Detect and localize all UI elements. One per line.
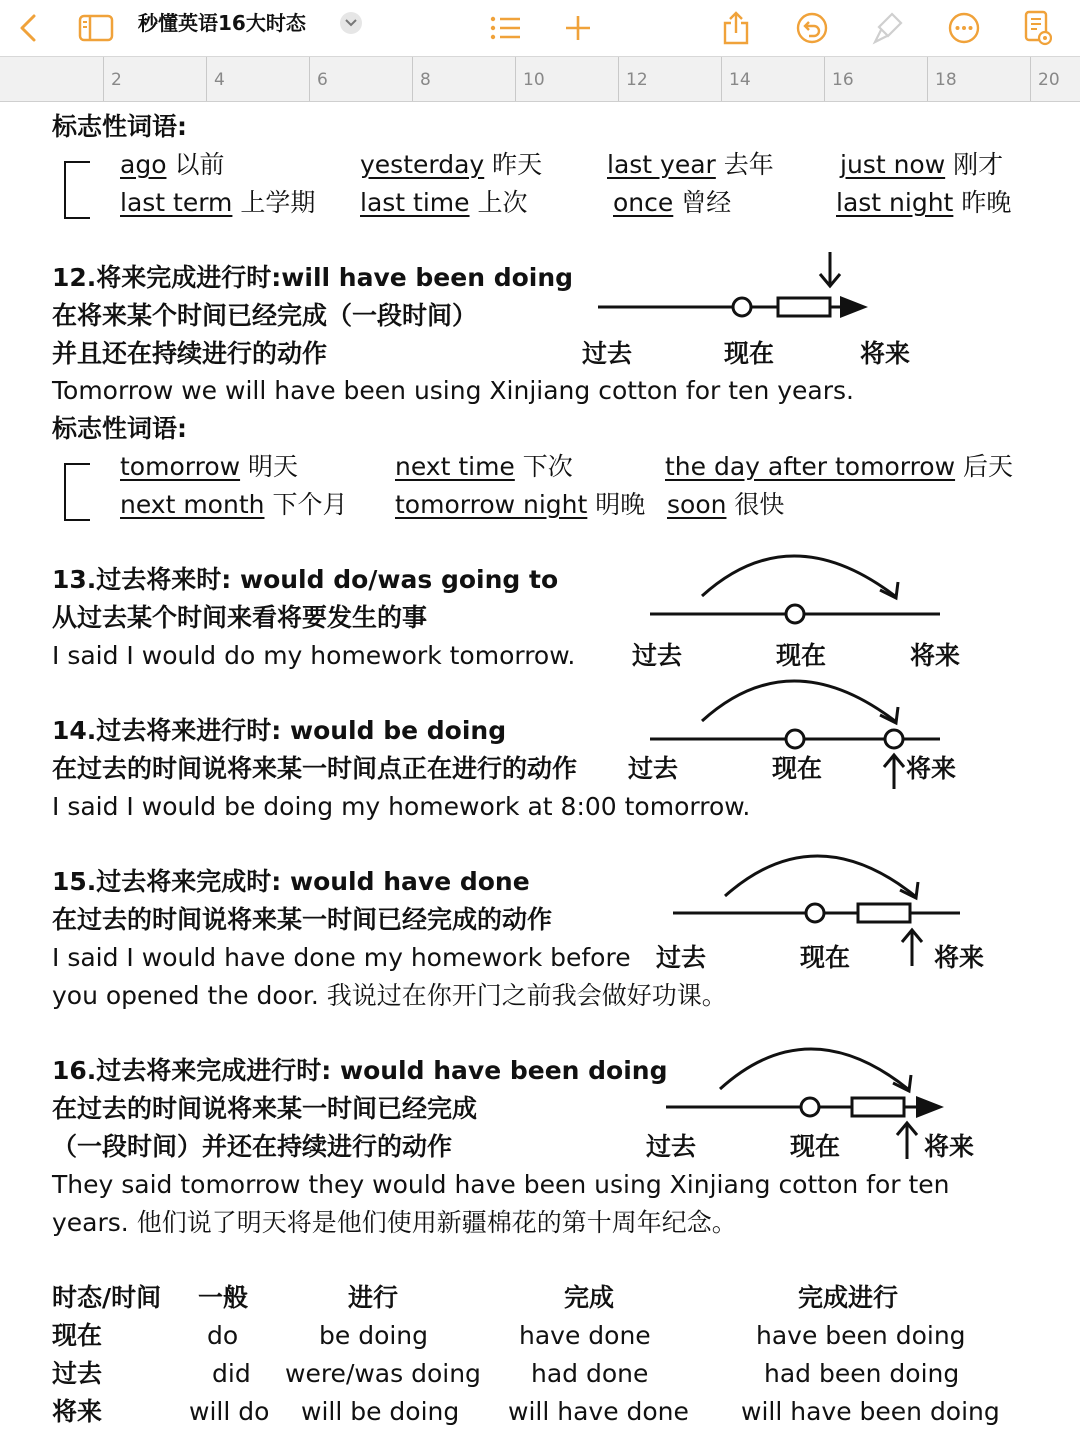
ruler-number: 10 xyxy=(523,70,545,90)
table-cell: had done xyxy=(531,1359,649,1388)
section-description: （一段时间）并还在持续进行的动作 xyxy=(52,1132,453,1161)
table-cell: will do xyxy=(189,1397,270,1426)
top-toolbar xyxy=(0,0,1080,56)
section-description: 在过去的时间说将来某一时间点正在进行的动作 xyxy=(52,754,578,783)
timeline-label-now: 现在 xyxy=(724,339,775,368)
section-description: 并且还在持续进行的动作 xyxy=(52,339,328,368)
example-sentence: Tomorrow we will have been using Xinjiang cotton for ten years. xyxy=(52,376,854,405)
table-header: 时态/时间 xyxy=(52,1283,162,1312)
example-sentence: you opened the door. 我说过在你开门之前我会做好功课。 xyxy=(52,981,727,1010)
table-cell: will be doing xyxy=(301,1397,460,1426)
ruler-number: 6 xyxy=(317,70,328,90)
timeline-label-past: 过去 xyxy=(632,641,683,670)
ruler-number: 14 xyxy=(729,70,751,90)
section-description: 在过去的时间说将来某一时间已经完成 xyxy=(52,1094,478,1123)
keyword-item: last term 上学期 xyxy=(120,188,316,217)
table-cell: have been doing xyxy=(756,1321,966,1350)
table-cell: will have done xyxy=(508,1397,689,1426)
plus-icon[interactable] xyxy=(558,0,598,56)
timeline-label-past: 过去 xyxy=(646,1132,697,1161)
keyword-item: ago 以前 xyxy=(120,150,225,179)
back-chevron-icon[interactable] xyxy=(8,0,48,56)
timeline-label-now: 现在 xyxy=(772,754,823,783)
table-header: 进行 xyxy=(348,1283,399,1312)
keyword-item: last night 昨晚 xyxy=(836,188,1012,217)
timeline-label-future: 将来 xyxy=(924,1132,975,1161)
table-cell: were/was doing xyxy=(285,1359,481,1388)
timeline-label-past: 过去 xyxy=(628,754,679,783)
ruler[interactable] xyxy=(0,56,1080,102)
keyword-item: the day after tomorrow 后天 xyxy=(665,452,1014,481)
example-sentence: I said I would do my homework tomorrow. xyxy=(52,641,576,670)
bracket xyxy=(64,463,90,521)
table-cell: 现在 xyxy=(52,1321,103,1350)
keyword-item: tomorrow 明天 xyxy=(120,452,299,481)
keywords-label: 标志性词语: xyxy=(52,414,187,443)
table-cell: do xyxy=(207,1321,239,1350)
section-title: 13.过去将来时: would do/was going to xyxy=(52,565,559,594)
keyword-item: just now 刚才 xyxy=(840,150,1004,179)
ruler-number: 2 xyxy=(111,70,122,90)
section-description: 在过去的时间说将来某一时间已经完成的动作 xyxy=(52,905,553,934)
table-cell: 将来 xyxy=(52,1397,103,1426)
keyword-item: yesterday 昨天 xyxy=(360,150,543,179)
keyword-item: tomorrow night 明晚 xyxy=(395,490,646,519)
timeline-label-future: 将来 xyxy=(910,641,961,670)
table-cell: will have been doing xyxy=(741,1397,1000,1426)
section-description: 在将来某个时间已经完成（一段时间） xyxy=(52,301,478,330)
timeline-label-now: 现在 xyxy=(790,1132,841,1161)
table-cell: 过去 xyxy=(52,1359,103,1388)
section-title: 12.将来完成进行时:will have been doing xyxy=(52,263,574,292)
table-cell: did xyxy=(212,1359,251,1388)
table-cell: had been doing xyxy=(764,1359,960,1388)
timeline-label-future: 将来 xyxy=(906,754,957,783)
ruler-number: 4 xyxy=(214,70,225,90)
sidebar-icon[interactable] xyxy=(76,0,116,56)
more-icon[interactable] xyxy=(944,0,984,56)
keyword-item: once 曾经 xyxy=(613,188,732,217)
table-header: 一般 xyxy=(198,1283,249,1312)
timeline-label-now: 现在 xyxy=(800,943,851,972)
table-header: 完成进行 xyxy=(798,1283,899,1312)
bracket xyxy=(64,161,90,219)
table-cell: be doing xyxy=(319,1321,429,1350)
section-title: 15.过去将来完成时: would have done xyxy=(52,867,530,896)
example-sentence: I said I would have done my homework before xyxy=(52,943,631,972)
section-title: 14.过去将来进行时: would be doing xyxy=(52,716,507,745)
timeline-diagram xyxy=(590,246,900,326)
ruler-number: 18 xyxy=(935,70,957,90)
example-sentence: years. 他们说了明天将是他们使用新疆棉花的第十周年纪念。 xyxy=(52,1208,737,1237)
ruler-number: 8 xyxy=(420,70,431,90)
keyword-item: soon 很快 xyxy=(667,490,785,519)
section-description: 从过去某个时间来看将要发生的事 xyxy=(52,603,428,632)
ruler-number: 12 xyxy=(626,70,648,90)
example-sentence: I said I would be doing my homework at 8:00 tomorrow. xyxy=(52,792,751,821)
section-title: 16.过去将来完成进行时: would have been doing xyxy=(52,1056,668,1085)
share-icon[interactable] xyxy=(716,0,756,56)
list-icon[interactable] xyxy=(486,0,526,56)
keyword-item: next time 下次 xyxy=(395,452,573,481)
ruler-number: 16 xyxy=(832,70,854,90)
timeline-label-past: 过去 xyxy=(656,943,707,972)
table-header: 完成 xyxy=(564,1283,615,1312)
keyword-item: last time 上次 xyxy=(360,188,528,217)
document-title[interactable]: 秒懂英语16大时态 xyxy=(138,11,306,35)
timeline-label-past: 过去 xyxy=(582,339,633,368)
keyword-item: last year 去年 xyxy=(607,150,774,179)
document-body[interactable] xyxy=(0,101,1080,1440)
example-sentence: They said tomorrow they would have been using Xinjiang cotton for ten xyxy=(52,1170,950,1199)
keyword-item: next month 下个月 xyxy=(120,490,348,519)
brush-icon[interactable] xyxy=(868,0,908,56)
table-cell: have done xyxy=(519,1321,651,1350)
timeline-diagram xyxy=(640,546,950,626)
document-icon[interactable] xyxy=(1018,0,1058,56)
undo-icon[interactable] xyxy=(792,0,832,56)
chevron-down-icon[interactable] xyxy=(340,12,362,34)
timeline-label-now: 现在 xyxy=(776,641,827,670)
timeline-label-future: 将来 xyxy=(860,339,911,368)
ruler-number: 20 xyxy=(1038,70,1060,90)
timeline-label-future: 将来 xyxy=(934,943,985,972)
keywords-label: 标志性词语: xyxy=(52,112,187,141)
